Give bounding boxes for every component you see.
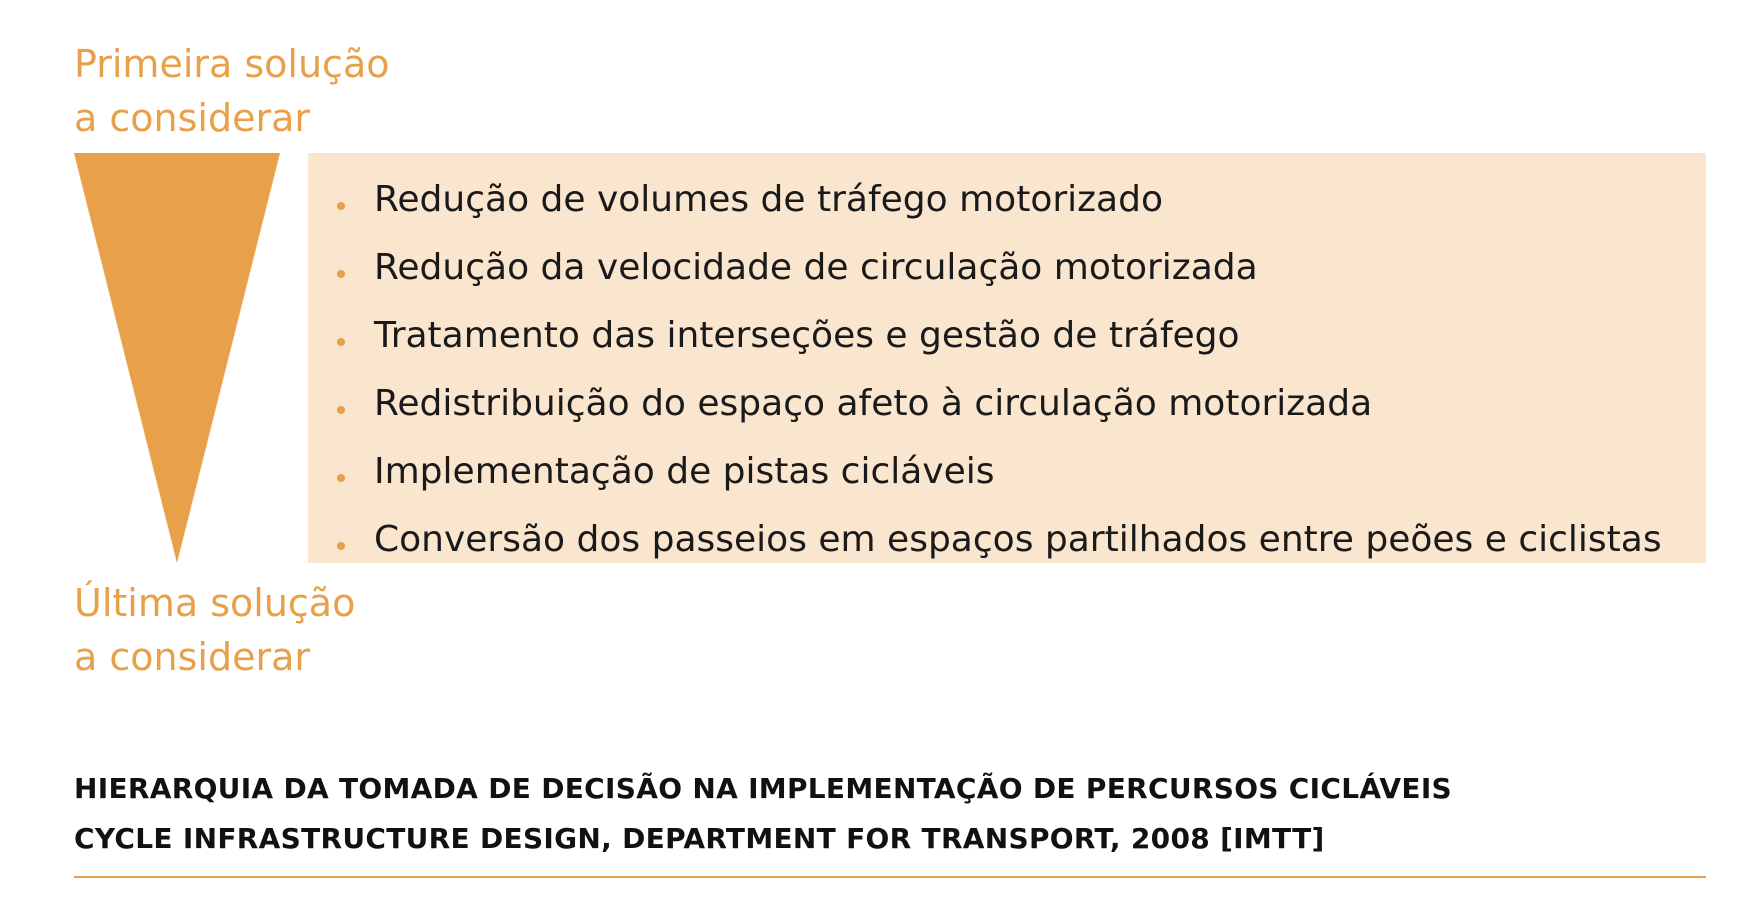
solution-item <box>308 506 1706 574</box>
bullet-dot-icon <box>337 270 345 278</box>
solutions-panel <box>308 153 1706 563</box>
solution-item <box>308 370 1706 438</box>
solution-text: Redução da velocidade de circulação motorizada <box>374 247 1258 288</box>
top-priority-label-line2: a considerar <box>74 96 310 140</box>
solution-item <box>308 166 1706 234</box>
priority-funnel-shape <box>74 153 280 563</box>
bottom-priority-label <box>74 576 355 684</box>
figure-caption <box>74 764 1452 864</box>
solution-item <box>308 302 1706 370</box>
priority-funnel-triangle <box>74 153 280 563</box>
bullet-dot-icon <box>337 406 345 414</box>
solution-text: Redistribuição do espaço afeto à circulação motorizada <box>374 383 1373 424</box>
solution-text: Redução de volumes de tráfego motorizado <box>374 179 1163 220</box>
caption-source: CYCLE INFRASTRUCTURE DESIGN, DEPARTMENT FOR TRANSPORT, 2008 [IMTT] <box>74 822 1325 855</box>
solution-item <box>308 234 1706 302</box>
bullet-dot-icon <box>337 542 345 550</box>
top-priority-label-line1: Primeira solução <box>74 42 390 86</box>
caption-divider <box>74 876 1706 878</box>
bottom-priority-label-line2: a considerar <box>74 635 310 679</box>
solution-text: Implementação de pistas cicláveis <box>374 451 995 492</box>
solution-text: Tratamento das interseções e gestão de tráfego <box>374 315 1240 356</box>
caption-title: HIERARQUIA DA TOMADA DE DECISÃO NA IMPLEMENTAÇÃO DE PERCURSOS CICLÁVEIS <box>74 772 1453 805</box>
solutions-list <box>308 166 1706 574</box>
bullet-dot-icon <box>337 474 345 482</box>
bullet-dot-icon <box>337 338 345 346</box>
top-priority-label <box>74 37 390 145</box>
solution-text: Conversão dos passeios em espaços partilhados entre peões e ciclistas <box>374 519 1662 560</box>
bullet-dot-icon <box>337 202 345 210</box>
solution-item <box>308 438 1706 506</box>
bottom-priority-label-line1: Última solução <box>74 581 356 625</box>
